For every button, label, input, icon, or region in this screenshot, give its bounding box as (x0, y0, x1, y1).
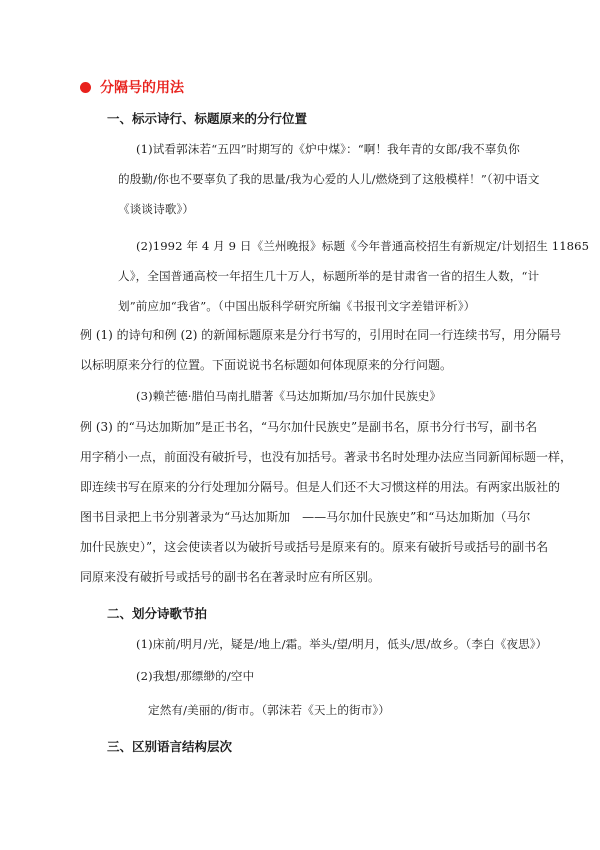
paragraph-1-line-1: 例 (1) 的诗句和例 (2) 的新闻标题原来是分行书写的，引用时在同一行连续书写，用分隔号 (80, 328, 562, 342)
paragraph-1-line-2: 以标明原来分行的位置。下面说说书名标题如何体现原来的分行问题。 (80, 358, 453, 372)
example-1-line-1: (1)试看郭沫若“五四”时期写的《炉中煤》：“啊！我年青的女郎/我不辜负你 (136, 142, 520, 156)
paragraph-2-line-1: 例 (3) 的“马达加斯加”是正书名，“马尔加什民族史”是副书名，原书分行书写，副书名 (80, 420, 538, 434)
section-title (80, 77, 184, 97)
example-3: (3)赖芒德·腊伯马南扎腊著《马达加斯加/马尔加什民族史》 (136, 389, 442, 403)
heading-3: 三、区别语言结构层次 (107, 739, 233, 754)
poem-example-2-line-2: 定然有/美丽的/街市。（郭沫若《天上的街市》） (148, 703, 390, 717)
example-2-line-1: (2)1992 年 4 月 9 日《兰州晚报》标题《今年普通高校招生有新规定/计划招生 11865 (136, 239, 590, 253)
paragraph-2-line-3: 即连续书写在原来的分行处理加分隔号。但是人们还不大习惯这样的用法。有两家出版社的 (80, 480, 561, 494)
heading-1: 一、标示诗行、标题原来的分行位置 (107, 111, 308, 126)
example-2-line-2: 人》，全国普通高校一年招生几十万人，标题所举的是甘肃省一省的招生人数，“计 (118, 269, 540, 283)
poem-example-2-line-1: (2)我想/那缥缈的/空中 (136, 669, 255, 683)
example-2-line-3: 划”前应加“我省”。（中国出版科学研究所编《书报刊文字差错评析》） (118, 299, 476, 313)
example-1-line-2: 的殷勤/你也不要辜负了我的思量/我为心爱的人儿/燃烧到了这般模样！”（初中语文 (118, 172, 540, 186)
red-bullet-icon (80, 82, 91, 93)
poem-example-1: (1)床前/明月/光，疑是/地上/霜。举头/望/明月，低头/思/故乡。（李白《夜思》） (136, 637, 548, 651)
example-1-line-3: 《谈谈诗歌》） (118, 202, 195, 216)
heading-2: 二、划分诗歌节拍 (107, 606, 208, 621)
paragraph-2-line-5: 加什民族史）”，这会使读者以为破折号或括号是原来有的。原来有破折号或括号的副书名 (80, 540, 549, 554)
paragraph-2-line-2: 用字稍小一点，前面没有破折号，也没有加括号。著录书名时处理办法应当同新闻标题一样， (80, 450, 573, 464)
section-title-text: 分隔号的用法 (100, 80, 184, 96)
paragraph-2-line-4: 图书目录把上书分别著录为“马达加斯加 ——马尔加什民族史”和“马达加斯加（马尔 (80, 510, 531, 524)
paragraph-2-line-6: 同原来没有破折号或括号的副书名在著录时应有所区别。 (80, 570, 381, 584)
